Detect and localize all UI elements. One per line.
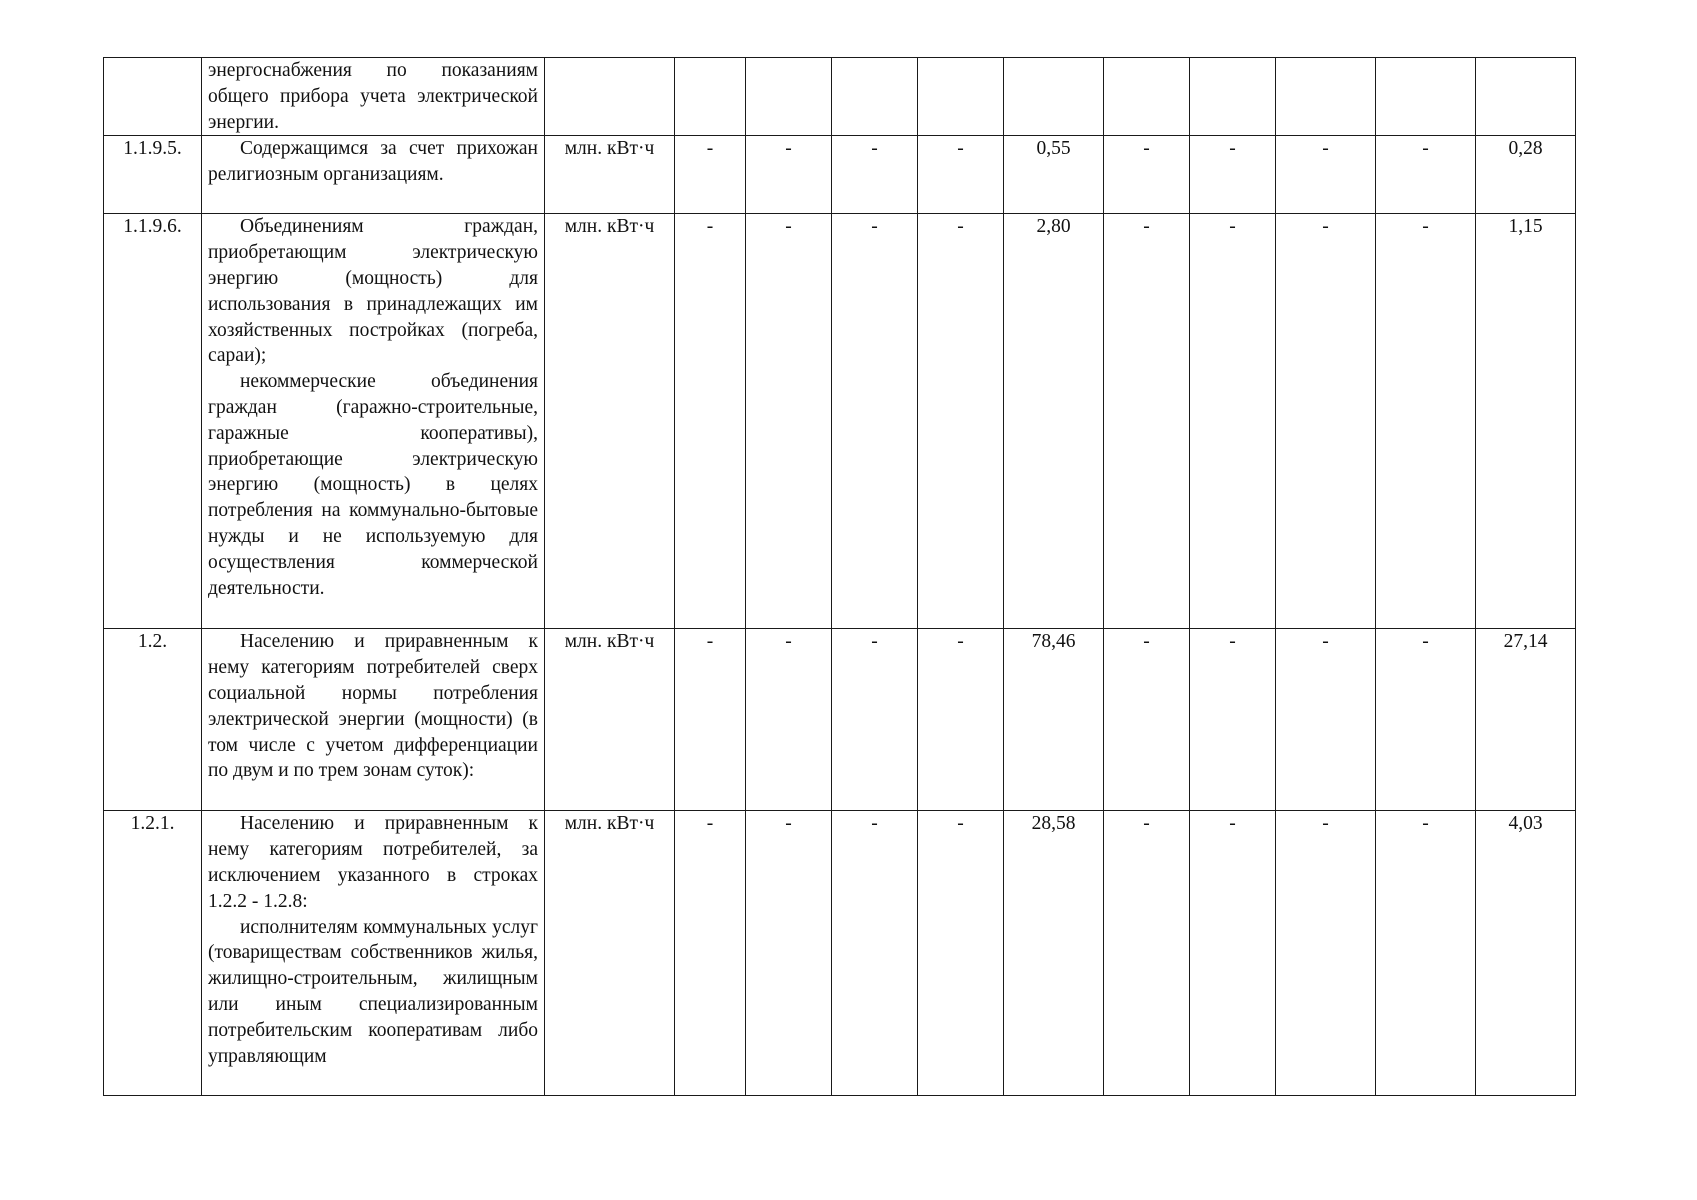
value-cell — [918, 58, 1004, 136]
row-unit: млн. кВт·ч — [545, 214, 675, 629]
table-row — [104, 629, 1576, 811]
value-cell: 4,03 — [1476, 811, 1576, 1096]
value-cell — [832, 58, 918, 136]
value-cell: - — [1104, 136, 1190, 214]
table-row — [104, 214, 1576, 629]
row-unit: млн. кВт·ч — [545, 136, 675, 214]
value-cell: - — [1276, 629, 1376, 811]
value-cell: - — [918, 136, 1004, 214]
value-cell: - — [1276, 811, 1376, 1096]
value-cell: - — [832, 214, 918, 629]
value-cell — [675, 58, 746, 136]
value-cell: - — [746, 811, 832, 1096]
description-paragraph: исполнителям коммунальных услуг (товариществам собственников жилья, жилищно-строительным, жилищным или иным специализированным потребительским кооперативам либо управляющим — [208, 916, 538, 1067]
description-paragraph: энергоснабжения по показаниям общего прибора учета электрической энергии. — [208, 60, 538, 133]
value-cell: - — [1276, 214, 1376, 629]
value-cell: - — [832, 811, 918, 1096]
value-cell: - — [1376, 136, 1476, 214]
description-paragraph: Населению и приравненным к нему категориям потребителей, за исключением указанного в строках 1.2.2 - 1.2.8: — [208, 813, 538, 912]
table-row — [104, 136, 1576, 214]
value-cell: 0,55 — [1004, 136, 1104, 214]
tariff-table — [103, 57, 1576, 1096]
value-cell: - — [832, 136, 918, 214]
value-cell: - — [675, 214, 746, 629]
row-number: 1.1.9.5. — [104, 136, 202, 214]
value-cell: - — [918, 629, 1004, 811]
value-cell: - — [675, 629, 746, 811]
value-cell: - — [918, 214, 1004, 629]
value-cell: - — [746, 629, 832, 811]
row-unit — [545, 58, 675, 136]
description-paragraph: некоммерческие объединения граждан (гаражно-строительные, гаражные кооперативы), приобретающие электрическую энергию (мощность) в целях потребления на коммунально-бытовые нужды и не используемую для осуществления коммерческой деятельности. — [208, 371, 538, 599]
value-cell — [1190, 58, 1276, 136]
value-cell: 27,14 — [1476, 629, 1576, 811]
value-cell: - — [1276, 136, 1376, 214]
row-number: 1.1.9.6. — [104, 214, 202, 629]
row-number: 1.2. — [104, 629, 202, 811]
value-cell — [1004, 58, 1104, 136]
value-cell: - — [1104, 214, 1190, 629]
value-cell: - — [746, 136, 832, 214]
value-cell: - — [1190, 136, 1276, 214]
row-description — [202, 811, 545, 1096]
value-cell — [1376, 58, 1476, 136]
value-cell: - — [918, 811, 1004, 1096]
row-unit: млн. кВт·ч — [545, 811, 675, 1096]
row-description — [202, 214, 545, 629]
table-row — [104, 58, 1576, 136]
value-cell: 78,46 — [1004, 629, 1104, 811]
row-number: 1.2.1. — [104, 811, 202, 1096]
value-cell — [746, 58, 832, 136]
value-cell: - — [1190, 214, 1276, 629]
row-number — [104, 58, 202, 136]
value-cell: 1,15 — [1476, 214, 1576, 629]
value-cell — [1476, 58, 1576, 136]
row-description — [202, 58, 545, 136]
value-cell: - — [1104, 811, 1190, 1096]
description-paragraph: Объединениям граждан, приобретающим электрическую энергию (мощность) для использования в принадлежащих им хозяйственных постройках (погреба, сараи); — [208, 216, 538, 367]
value-cell: - — [1376, 214, 1476, 629]
value-cell — [1104, 58, 1190, 136]
value-cell: - — [1190, 629, 1276, 811]
value-cell: 2,80 — [1004, 214, 1104, 629]
value-cell: - — [832, 629, 918, 811]
row-description — [202, 629, 545, 811]
value-cell — [1276, 58, 1376, 136]
description-paragraph: Населению и приравненным к нему категориям потребителей сверх социальной нормы потребления электрической энергии (мощности) (в том числе с учетом дифференциации по двум и по трем зонам суток): — [208, 631, 538, 782]
value-cell: - — [1104, 629, 1190, 811]
value-cell: - — [1376, 629, 1476, 811]
value-cell: - — [675, 811, 746, 1096]
value-cell: - — [1376, 811, 1476, 1096]
table-row — [104, 811, 1576, 1096]
description-paragraph: Содержащимся за счет прихожан религиозным организациям. — [208, 138, 538, 186]
value-cell: - — [675, 136, 746, 214]
value-cell: 28,58 — [1004, 811, 1104, 1096]
value-cell: - — [746, 214, 832, 629]
value-cell: 0,28 — [1476, 136, 1576, 214]
row-description — [202, 136, 545, 214]
row-unit: млн. кВт·ч — [545, 629, 675, 811]
value-cell: - — [1190, 811, 1276, 1096]
